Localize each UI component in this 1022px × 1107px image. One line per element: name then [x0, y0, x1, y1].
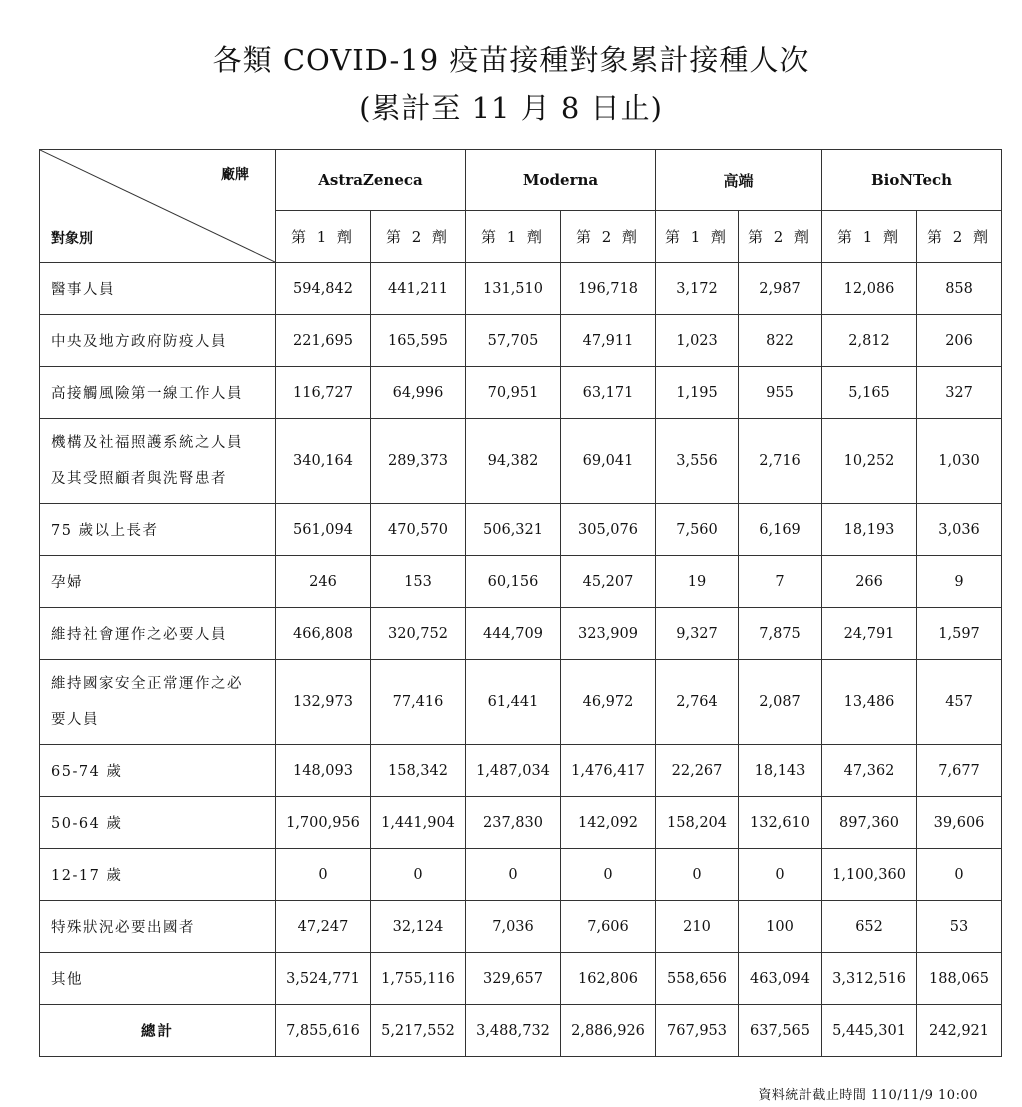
value-cell: 22,267	[656, 745, 739, 797]
value-cell: 158,342	[371, 745, 466, 797]
table-row	[40, 608, 1002, 660]
value-cell: 132,610	[739, 797, 822, 849]
value-cell: 0	[276, 849, 371, 901]
dose-header-2: 第 2 劑	[739, 211, 822, 263]
category-label	[40, 745, 276, 797]
value-cell: 18,143	[739, 745, 822, 797]
value-cell: 162,806	[561, 953, 656, 1005]
value-cell: 340,164	[276, 419, 371, 504]
value-cell: 206	[917, 315, 1002, 367]
value-cell: 148,093	[276, 745, 371, 797]
value-cell: 3,556	[656, 419, 739, 504]
value-cell: 10,252	[822, 419, 917, 504]
value-cell: 289,373	[371, 419, 466, 504]
total-value-cell: 767,953	[656, 1005, 739, 1057]
value-cell: 2,812	[822, 315, 917, 367]
category-label	[40, 953, 276, 1005]
brand-header-medigen: 高端	[656, 150, 822, 211]
category-label-line: 醫事人員	[51, 282, 115, 298]
corner-brand-label: 廠牌	[221, 167, 249, 183]
value-cell: 158,204	[656, 797, 739, 849]
value-cell: 165,595	[371, 315, 466, 367]
value-cell: 142,092	[561, 797, 656, 849]
total-value-cell: 637,565	[739, 1005, 822, 1057]
value-cell: 0	[739, 849, 822, 901]
value-cell: 153	[371, 556, 466, 608]
dose-header-1: 第 1 劑	[276, 211, 371, 263]
table-row	[40, 556, 1002, 608]
category-label	[40, 263, 276, 315]
table-row	[40, 849, 1002, 901]
value-cell: 221,695	[276, 315, 371, 367]
value-cell: 1,441,904	[371, 797, 466, 849]
value-cell: 327	[917, 367, 1002, 419]
corner-target-label: 對象別	[51, 231, 93, 247]
value-cell: 196,718	[561, 263, 656, 315]
value-cell: 53	[917, 901, 1002, 953]
dose-header-2: 第 2 劑	[561, 211, 656, 263]
value-cell: 7	[739, 556, 822, 608]
total-value-cell: 2,886,926	[561, 1005, 656, 1057]
category-label-line: 高接觸風險第一線工作人員	[51, 386, 243, 402]
table-row	[40, 953, 1002, 1005]
value-cell: 897,360	[822, 797, 917, 849]
value-cell: 444,709	[466, 608, 561, 660]
value-cell: 6,169	[739, 504, 822, 556]
value-cell: 7,677	[917, 745, 1002, 797]
value-cell: 60,156	[466, 556, 561, 608]
category-label-line: 75 歲以上長者	[51, 523, 159, 539]
table-row	[40, 263, 1002, 315]
value-cell: 7,606	[561, 901, 656, 953]
value-cell: 77,416	[371, 660, 466, 745]
table-row	[40, 315, 1002, 367]
table-row	[40, 419, 1002, 504]
category-label	[40, 797, 276, 849]
value-cell: 2,987	[739, 263, 822, 315]
document-title: 各類 COVID-19 疫苗接種對象累計接種人次	[212, 43, 810, 77]
total-value-cell: 3,488,732	[466, 1005, 561, 1057]
value-cell: 558,656	[656, 953, 739, 1005]
category-label-line: 特殊狀況必要出國者	[51, 920, 195, 936]
category-label-line: 12-17 歲	[51, 868, 123, 884]
value-cell: 3,312,516	[822, 953, 917, 1005]
value-cell: 24,791	[822, 608, 917, 660]
value-cell: 69,041	[561, 419, 656, 504]
value-cell: 320,752	[371, 608, 466, 660]
vaccination-table	[39, 149, 1002, 1057]
total-value-cell: 5,217,552	[371, 1005, 466, 1057]
value-cell: 210	[656, 901, 739, 953]
value-cell: 131,510	[466, 263, 561, 315]
table-row	[40, 367, 1002, 419]
value-cell: 64,996	[371, 367, 466, 419]
value-cell: 12,086	[822, 263, 917, 315]
category-label-line: 機構及社福照護系統之人員	[51, 435, 243, 451]
category-label	[40, 556, 276, 608]
value-cell: 46,972	[561, 660, 656, 745]
total-row	[40, 1005, 1002, 1057]
value-cell: 63,171	[561, 367, 656, 419]
value-cell: 2,087	[739, 660, 822, 745]
value-cell: 7,036	[466, 901, 561, 953]
value-cell: 246	[276, 556, 371, 608]
value-cell: 188,065	[917, 953, 1002, 1005]
table-row	[40, 901, 1002, 953]
table-row	[40, 797, 1002, 849]
value-cell: 116,727	[276, 367, 371, 419]
category-label-line: 孕婦	[51, 575, 83, 591]
value-cell: 506,321	[466, 504, 561, 556]
brand-header-moderna: Moderna	[466, 150, 656, 211]
value-cell: 7,875	[739, 608, 822, 660]
value-cell: 652	[822, 901, 917, 953]
value-cell: 47,247	[276, 901, 371, 953]
value-cell: 13,486	[822, 660, 917, 745]
value-cell: 463,094	[739, 953, 822, 1005]
value-cell: 955	[739, 367, 822, 419]
value-cell: 0	[561, 849, 656, 901]
category-label	[40, 849, 276, 901]
value-cell: 3,036	[917, 504, 1002, 556]
category-label-line: 及其受照顧者與洗腎患者	[51, 471, 227, 487]
dose-header-1: 第 1 劑	[466, 211, 561, 263]
total-value-cell: 7,855,616	[276, 1005, 371, 1057]
category-label	[40, 419, 276, 504]
dose-header-1: 第 1 劑	[822, 211, 917, 263]
category-label-line: 要人員	[51, 712, 99, 728]
table-row	[40, 745, 1002, 797]
value-cell: 1,030	[917, 419, 1002, 504]
value-cell: 1,195	[656, 367, 739, 419]
value-cell: 1,487,034	[466, 745, 561, 797]
brand-header-row	[40, 150, 1002, 211]
value-cell: 0	[371, 849, 466, 901]
value-cell: 1,597	[917, 608, 1002, 660]
category-label	[40, 315, 276, 367]
category-label	[40, 660, 276, 745]
dose-header-1: 第 1 劑	[656, 211, 739, 263]
table-row	[40, 660, 1002, 745]
value-cell: 0	[917, 849, 1002, 901]
value-cell: 47,911	[561, 315, 656, 367]
value-cell: 57,705	[466, 315, 561, 367]
category-label-line: 維持國家安全正常運作之必	[51, 676, 243, 692]
value-cell: 18,193	[822, 504, 917, 556]
category-label	[40, 504, 276, 556]
value-cell: 1,023	[656, 315, 739, 367]
value-cell: 3,524,771	[276, 953, 371, 1005]
value-cell: 266	[822, 556, 917, 608]
value-cell: 594,842	[276, 263, 371, 315]
value-cell: 237,830	[466, 797, 561, 849]
value-cell: 466,808	[276, 608, 371, 660]
value-cell: 457	[917, 660, 1002, 745]
value-cell: 7,560	[656, 504, 739, 556]
brand-header-astrazeneca: AstraZeneca	[276, 150, 466, 211]
value-cell: 61,441	[466, 660, 561, 745]
data-cutoff-note: 資料統計截止時間 110/11/9 10:00	[758, 1088, 978, 1103]
brand-header-biontech: BioNTech	[822, 150, 1002, 211]
value-cell: 1,476,417	[561, 745, 656, 797]
category-label-line: 中央及地方政府防疫人員	[51, 334, 227, 350]
value-cell: 32,124	[371, 901, 466, 953]
value-cell: 9,327	[656, 608, 739, 660]
category-label	[40, 608, 276, 660]
value-cell: 47,362	[822, 745, 917, 797]
dose-header-2: 第 2 劑	[917, 211, 1002, 263]
category-label	[40, 367, 276, 419]
value-cell: 2,716	[739, 419, 822, 504]
category-label-line: 其他	[51, 972, 83, 988]
value-cell: 39,606	[917, 797, 1002, 849]
document-subtitle: (累計至 11 月 8 日止)	[359, 91, 663, 125]
value-cell: 2,764	[656, 660, 739, 745]
total-value-cell: 5,445,301	[822, 1005, 917, 1057]
value-cell: 70,951	[466, 367, 561, 419]
value-cell: 1,100,360	[822, 849, 917, 901]
value-cell: 5,165	[822, 367, 917, 419]
value-cell: 441,211	[371, 263, 466, 315]
value-cell: 19	[656, 556, 739, 608]
category-label-line: 50-64 歲	[51, 816, 123, 832]
value-cell: 9	[917, 556, 1002, 608]
corner-header-cell	[40, 150, 276, 263]
value-cell: 305,076	[561, 504, 656, 556]
category-label	[40, 901, 276, 953]
category-label-line: 維持社會運作之必要人員	[51, 627, 227, 643]
value-cell: 1,700,956	[276, 797, 371, 849]
value-cell: 94,382	[466, 419, 561, 504]
value-cell: 329,657	[466, 953, 561, 1005]
table-row	[40, 504, 1002, 556]
value-cell: 561,094	[276, 504, 371, 556]
value-cell: 858	[917, 263, 1002, 315]
category-label-line: 65-74 歲	[51, 764, 123, 780]
value-cell: 0	[656, 849, 739, 901]
value-cell: 1,755,116	[371, 953, 466, 1005]
value-cell: 0	[466, 849, 561, 901]
value-cell: 132,973	[276, 660, 371, 745]
value-cell: 470,570	[371, 504, 466, 556]
dose-header-2: 第 2 劑	[371, 211, 466, 263]
value-cell: 45,207	[561, 556, 656, 608]
total-value-cell: 242,921	[917, 1005, 1002, 1057]
value-cell: 323,909	[561, 608, 656, 660]
value-cell: 3,172	[656, 263, 739, 315]
value-cell: 822	[739, 315, 822, 367]
value-cell: 100	[739, 901, 822, 953]
total-label: 總計	[40, 1005, 276, 1057]
